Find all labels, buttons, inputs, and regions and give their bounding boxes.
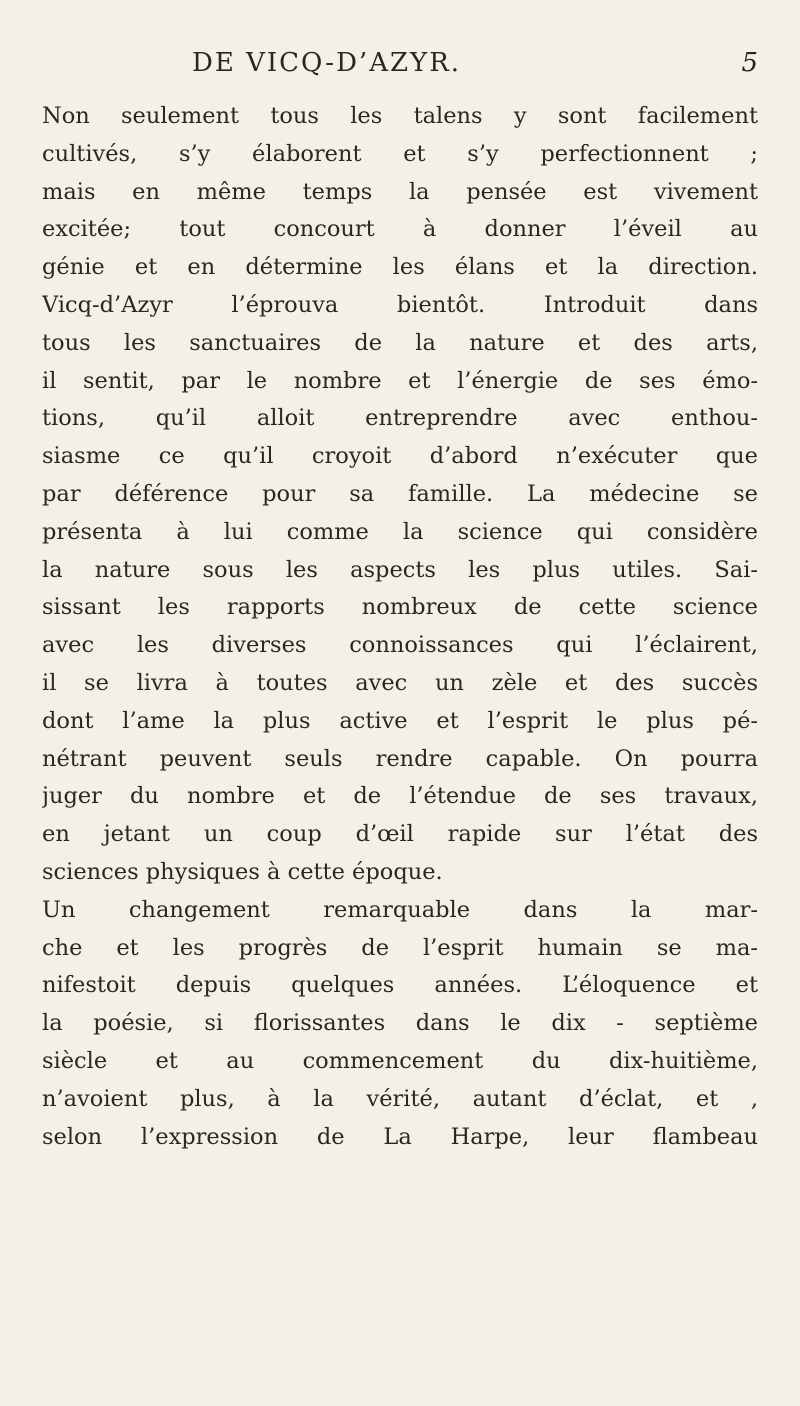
text-line: il sentit, par le nombre et l’énergie de ses émo- (42, 367, 758, 394)
text-line: sciences physiques à cette époque. (42, 858, 443, 885)
text-line: Vicq-d’Azyr l’éprouva bientôt. Introduit dans (42, 291, 758, 318)
text-line: tions, qu’il alloit entreprendre avec enthou- (42, 405, 758, 432)
text-line: siasme ce qu’il croyoit d’abord n’exécuter que (42, 443, 758, 470)
text-line: cultivés, s’y élaborent et s’y perfectionnent ; (42, 140, 758, 167)
text-line: présenta à lui comme la science qui considère (42, 518, 758, 545)
text-line: par déférence pour sa famille. La médecine se (42, 480, 758, 507)
text-line: mais en même temps la pensée est vivement (42, 178, 758, 205)
text-line: selon l’expression de La Harpe, leur flambeau (42, 1123, 758, 1150)
text-line: Non seulement tous les talens y sont facilement (42, 103, 758, 129)
running-title: DE VICQ-D’AZYR. (192, 48, 462, 78)
text-line: génie et en détermine les élans et la direction. (42, 254, 758, 281)
text-line: n’avoient plus, à la vérité, autant d’éclat, et , (42, 1085, 758, 1112)
text-line: Un changement remarquable dans la mar- (42, 896, 758, 923)
text-line: juger du nombre et de l’étendue de ses travaux, (42, 783, 758, 810)
text-line: la nature sous les aspects les plus utiles. Sai- (42, 556, 758, 583)
text-line: la poésie, si florissantes dans le dix - septième (42, 1010, 758, 1037)
text-line: nifestoit depuis quelques années. L’éloquence et (42, 972, 758, 999)
text-line: excitée; tout concourt à donner l’éveil au (42, 216, 758, 243)
text-line: en jetant un coup d’œil rapide sur l’état des (42, 821, 758, 848)
running-head (42, 48, 758, 88)
text-line: avec les diverses connoissances qui l’éclairent, (42, 632, 758, 659)
text-line: sissant les rapports nombreux de cette science (42, 594, 758, 621)
page-number: 5 (741, 48, 758, 78)
body-text (42, 98, 758, 1156)
text-line: siècle et au commencement du dix-huitième, (42, 1047, 758, 1074)
text-line: tous les sanctuaires de la nature et des arts, (42, 329, 758, 356)
text-line: nétrant peuvent seuls rendre capable. On pourra (42, 745, 758, 772)
text-line: che et les progrès de l’esprit humain se ma- (42, 934, 758, 961)
text-line: dont l’ame la plus active et l’esprit le plus pé- (42, 707, 758, 734)
text-line: il se livra à toutes avec un zèle et des succès (42, 669, 758, 696)
